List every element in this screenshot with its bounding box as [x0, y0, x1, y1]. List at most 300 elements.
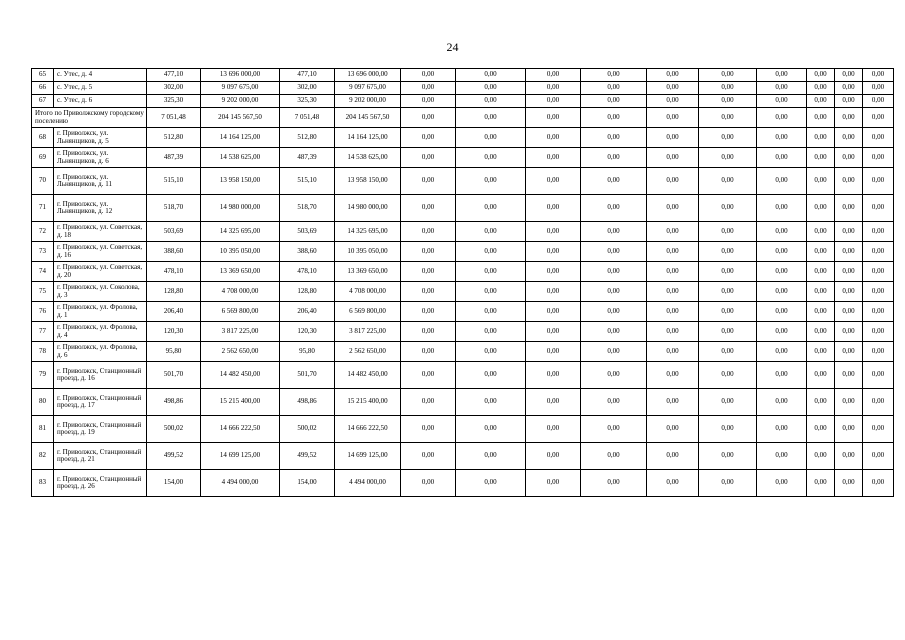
value-cell: 0,00: [863, 242, 894, 262]
value-cell: 0,00: [647, 322, 699, 342]
area-cell: 515,10: [147, 168, 201, 195]
area-cell: 154,00: [280, 470, 335, 497]
value-cell: 0,00: [699, 148, 757, 168]
value-cell: 0,00: [699, 95, 757, 108]
value-cell: 0,00: [699, 128, 757, 148]
value-cell: 0,00: [647, 108, 699, 128]
value-cell: 0,00: [647, 302, 699, 322]
value-cell: 0,00: [807, 389, 835, 416]
value-cell: 0,00: [581, 108, 647, 128]
value-cell: 0,00: [456, 128, 526, 148]
value-cell: 0,00: [757, 128, 807, 148]
row-number-cell: 78: [32, 342, 54, 362]
value-cell: 0,00: [456, 82, 526, 95]
cost-cell: 14 980 000,00: [201, 195, 280, 222]
value-cell: 0,00: [581, 262, 647, 282]
cost-cell: 14 482 450,00: [335, 362, 401, 389]
value-cell: 0,00: [526, 195, 581, 222]
table-row: [32, 222, 894, 242]
cost-cell: 14 980 000,00: [335, 195, 401, 222]
area-cell: 515,10: [280, 168, 335, 195]
area-cell: 388,60: [147, 242, 201, 262]
value-cell: 0,00: [807, 242, 835, 262]
value-cell: 0,00: [699, 69, 757, 82]
value-cell: 0,00: [757, 342, 807, 362]
value-cell: 0,00: [757, 148, 807, 168]
cost-cell: 13 696 000,00: [201, 69, 280, 82]
value-cell: 0,00: [757, 108, 807, 128]
value-cell: 0,00: [863, 108, 894, 128]
value-cell: 0,00: [699, 470, 757, 497]
cost-cell: 14 699 125,00: [201, 443, 280, 470]
value-cell: 0,00: [647, 470, 699, 497]
row-number-cell: 75: [32, 282, 54, 302]
table-row: [32, 95, 894, 108]
value-cell: 0,00: [835, 282, 863, 302]
value-cell: 0,00: [699, 302, 757, 322]
value-cell: 0,00: [401, 302, 456, 322]
cost-cell: 4 494 000,00: [335, 470, 401, 497]
table-row: [32, 322, 894, 342]
table-total-row: [32, 108, 894, 128]
value-cell: 0,00: [401, 416, 456, 443]
value-cell: 0,00: [835, 148, 863, 168]
cost-cell: 13 369 650,00: [201, 262, 280, 282]
value-cell: 0,00: [863, 82, 894, 95]
value-cell: 0,00: [807, 443, 835, 470]
cost-cell: 10 395 050,00: [335, 242, 401, 262]
value-cell: 0,00: [835, 362, 863, 389]
value-cell: 0,00: [526, 128, 581, 148]
value-cell: 0,00: [401, 470, 456, 497]
area-cell: 498,86: [147, 389, 201, 416]
value-cell: 0,00: [807, 108, 835, 128]
area-cell: 487,39: [147, 148, 201, 168]
value-cell: 0,00: [863, 362, 894, 389]
table-row: [32, 69, 894, 82]
value-cell: 0,00: [863, 69, 894, 82]
value-cell: 0,00: [401, 262, 456, 282]
table-row: [32, 242, 894, 262]
value-cell: 0,00: [647, 168, 699, 195]
row-number-cell: 76: [32, 302, 54, 322]
value-cell: 0,00: [526, 389, 581, 416]
value-cell: 0,00: [835, 128, 863, 148]
value-cell: 0,00: [807, 416, 835, 443]
area-cell: 206,40: [147, 302, 201, 322]
value-cell: 0,00: [581, 69, 647, 82]
value-cell: 0,00: [757, 82, 807, 95]
cost-cell: 6 569 800,00: [201, 302, 280, 322]
value-cell: 0,00: [647, 342, 699, 362]
value-cell: 0,00: [757, 195, 807, 222]
cost-cell: 10 395 050,00: [201, 242, 280, 262]
cost-cell: 9 202 000,00: [201, 95, 280, 108]
total-label-cell: Итого по Приволжскому городскому поселению: [32, 108, 147, 128]
value-cell: 0,00: [757, 443, 807, 470]
value-cell: 0,00: [863, 302, 894, 322]
value-cell: 0,00: [456, 470, 526, 497]
value-cell: 0,00: [401, 322, 456, 342]
row-number-cell: 71: [32, 195, 54, 222]
cost-cell: 14 164 125,00: [335, 128, 401, 148]
value-cell: 0,00: [757, 282, 807, 302]
value-cell: 0,00: [863, 416, 894, 443]
area-cell: 477,10: [280, 69, 335, 82]
value-cell: 0,00: [699, 282, 757, 302]
value-cell: 0,00: [581, 222, 647, 242]
area-cell: 499,52: [280, 443, 335, 470]
area-cell: 302,00: [147, 82, 201, 95]
value-cell: 0,00: [401, 443, 456, 470]
value-cell: 0,00: [807, 195, 835, 222]
value-cell: 0,00: [699, 342, 757, 362]
area-cell: 302,00: [280, 82, 335, 95]
cost-cell: 14 666 222,50: [201, 416, 280, 443]
value-cell: 0,00: [526, 222, 581, 242]
value-cell: 0,00: [456, 195, 526, 222]
area-cell: 128,80: [147, 282, 201, 302]
row-number-cell: 65: [32, 69, 54, 82]
value-cell: 0,00: [835, 242, 863, 262]
address-cell: г. Приволжск, Станционный проезд, д. 26: [54, 470, 147, 497]
area-cell: 512,80: [280, 128, 335, 148]
value-cell: 0,00: [456, 389, 526, 416]
value-cell: 0,00: [526, 322, 581, 342]
value-cell: 0,00: [835, 389, 863, 416]
value-cell: 0,00: [401, 222, 456, 242]
value-cell: 0,00: [807, 302, 835, 322]
row-number-cell: 77: [32, 322, 54, 342]
value-cell: 0,00: [863, 128, 894, 148]
row-number-cell: 70: [32, 168, 54, 195]
value-cell: 0,00: [863, 443, 894, 470]
value-cell: 0,00: [581, 95, 647, 108]
value-cell: 0,00: [863, 95, 894, 108]
table-row: [32, 262, 894, 282]
value-cell: 0,00: [401, 82, 456, 95]
value-cell: 0,00: [757, 262, 807, 282]
value-cell: 0,00: [456, 168, 526, 195]
address-cell: г. Приволжск, ул. Советская, д. 18: [54, 222, 147, 242]
value-cell: 0,00: [757, 242, 807, 262]
value-cell: 0,00: [456, 95, 526, 108]
address-cell: г. Приволжск, ул. Советская, д. 20: [54, 262, 147, 282]
address-cell: г. Приволжск, ул. Фролова, д. 6: [54, 342, 147, 362]
value-cell: 0,00: [835, 222, 863, 242]
value-cell: 0,00: [401, 195, 456, 222]
value-cell: 0,00: [581, 302, 647, 322]
cost-cell: 2 562 650,00: [201, 342, 280, 362]
cost-cell: 14 666 222,50: [335, 416, 401, 443]
value-cell: 0,00: [757, 95, 807, 108]
value-cell: 0,00: [835, 322, 863, 342]
value-cell: 0,00: [581, 148, 647, 168]
value-cell: 0,00: [647, 443, 699, 470]
cost-cell: 9 097 675,00: [201, 82, 280, 95]
value-cell: 0,00: [807, 148, 835, 168]
value-cell: 0,00: [526, 108, 581, 128]
value-cell: 0,00: [647, 69, 699, 82]
table-row: [32, 302, 894, 322]
address-cell: с. Утес, д. 5: [54, 82, 147, 95]
area-cell: 478,10: [147, 262, 201, 282]
table-row: [32, 416, 894, 443]
address-cell: г. Приволжск, Станционный проезд, д. 16: [54, 362, 147, 389]
value-cell: 0,00: [835, 443, 863, 470]
value-cell: 0,00: [456, 416, 526, 443]
value-cell: 0,00: [401, 108, 456, 128]
value-cell: 0,00: [699, 222, 757, 242]
cost-cell: 13 369 650,00: [335, 262, 401, 282]
value-cell: 0,00: [863, 282, 894, 302]
value-cell: 0,00: [581, 443, 647, 470]
value-cell: 0,00: [757, 168, 807, 195]
cost-cell: 15 215 400,00: [201, 389, 280, 416]
cost-cell: 13 958 150,00: [335, 168, 401, 195]
value-cell: 0,00: [581, 416, 647, 443]
value-cell: 0,00: [456, 362, 526, 389]
cost-cell: 4 494 000,00: [201, 470, 280, 497]
cost-cell: 14 164 125,00: [201, 128, 280, 148]
area-cell: 120,30: [147, 322, 201, 342]
value-cell: 0,00: [863, 168, 894, 195]
value-cell: 0,00: [456, 322, 526, 342]
table-row: [32, 195, 894, 222]
value-cell: 0,00: [807, 69, 835, 82]
value-cell: 0,00: [807, 168, 835, 195]
value-cell: 0,00: [807, 128, 835, 148]
cost-cell: 9 097 675,00: [335, 82, 401, 95]
row-number-cell: 83: [32, 470, 54, 497]
value-cell: 0,00: [526, 416, 581, 443]
value-cell: 0,00: [807, 470, 835, 497]
value-cell: 0,00: [757, 389, 807, 416]
value-cell: 0,00: [863, 262, 894, 282]
value-cell: 0,00: [581, 242, 647, 262]
value-cell: 0,00: [526, 302, 581, 322]
cost-cell: 14 699 125,00: [335, 443, 401, 470]
value-cell: 0,00: [526, 95, 581, 108]
value-cell: 0,00: [401, 95, 456, 108]
value-cell: 0,00: [699, 195, 757, 222]
value-cell: 0,00: [526, 362, 581, 389]
table-row: [32, 342, 894, 362]
value-cell: 0,00: [699, 262, 757, 282]
table-row: [32, 168, 894, 195]
value-cell: 0,00: [647, 362, 699, 389]
value-cell: 0,00: [835, 108, 863, 128]
row-number-cell: 80: [32, 389, 54, 416]
row-number-cell: 82: [32, 443, 54, 470]
table-row: [32, 128, 894, 148]
value-cell: 0,00: [401, 128, 456, 148]
value-cell: 0,00: [401, 242, 456, 262]
value-cell: 0,00: [401, 389, 456, 416]
value-cell: 0,00: [835, 342, 863, 362]
value-cell: 0,00: [699, 443, 757, 470]
value-cell: 0,00: [757, 362, 807, 389]
value-cell: 0,00: [835, 302, 863, 322]
table-row: [32, 470, 894, 497]
area-cell: 501,70: [147, 362, 201, 389]
row-number-cell: 81: [32, 416, 54, 443]
value-cell: 0,00: [863, 195, 894, 222]
row-number-cell: 68: [32, 128, 54, 148]
address-cell: г. Приволжск, Станционный проезд, д. 21: [54, 443, 147, 470]
value-cell: 0,00: [647, 282, 699, 302]
table-row: [32, 82, 894, 95]
table-row: [32, 148, 894, 168]
area-cell: 95,80: [147, 342, 201, 362]
value-cell: 0,00: [647, 242, 699, 262]
value-cell: 0,00: [581, 82, 647, 95]
value-cell: 0,00: [647, 148, 699, 168]
address-cell: г. Приволжск, ул. Соколова, д. 3: [54, 282, 147, 302]
value-cell: 0,00: [863, 222, 894, 242]
area-cell: 503,69: [147, 222, 201, 242]
row-number-cell: 69: [32, 148, 54, 168]
value-cell: 0,00: [526, 342, 581, 362]
value-cell: 0,00: [581, 195, 647, 222]
value-cell: 0,00: [863, 322, 894, 342]
value-cell: 0,00: [456, 242, 526, 262]
cost-cell: 3 817 225,00: [335, 322, 401, 342]
value-cell: 0,00: [699, 82, 757, 95]
cost-cell: 14 325 695,00: [201, 222, 280, 242]
area-cell: 487,39: [280, 148, 335, 168]
value-cell: 0,00: [456, 222, 526, 242]
row-number-cell: 73: [32, 242, 54, 262]
value-cell: 0,00: [863, 470, 894, 497]
area-cell: 477,10: [147, 69, 201, 82]
area-cell: 500,02: [280, 416, 335, 443]
cost-cell: 13 958 150,00: [201, 168, 280, 195]
cost-cell: 4 708 000,00: [335, 282, 401, 302]
area-cell: 120,30: [280, 322, 335, 342]
value-cell: 0,00: [863, 342, 894, 362]
area-cell: 478,10: [280, 262, 335, 282]
row-number-cell: 67: [32, 95, 54, 108]
value-cell: 0,00: [401, 168, 456, 195]
value-cell: 0,00: [526, 282, 581, 302]
cost-cell: 2 562 650,00: [335, 342, 401, 362]
value-cell: 0,00: [526, 242, 581, 262]
value-cell: 0,00: [647, 222, 699, 242]
table-row: [32, 282, 894, 302]
area-cell: 503,69: [280, 222, 335, 242]
value-cell: 0,00: [647, 82, 699, 95]
value-cell: 0,00: [581, 168, 647, 195]
value-cell: 0,00: [807, 362, 835, 389]
value-cell: 0,00: [835, 416, 863, 443]
cost-cell: 14 482 450,00: [201, 362, 280, 389]
area-cell: 7 051,48: [147, 108, 201, 128]
area-cell: 498,86: [280, 389, 335, 416]
value-cell: 0,00: [526, 69, 581, 82]
value-cell: 0,00: [401, 282, 456, 302]
value-cell: 0,00: [581, 342, 647, 362]
row-number-cell: 79: [32, 362, 54, 389]
area-cell: 206,40: [280, 302, 335, 322]
row-number-cell: 66: [32, 82, 54, 95]
value-cell: 0,00: [456, 282, 526, 302]
table-row: [32, 389, 894, 416]
value-cell: 0,00: [456, 108, 526, 128]
cost-cell: 3 817 225,00: [201, 322, 280, 342]
area-cell: 154,00: [147, 470, 201, 497]
value-cell: 0,00: [807, 222, 835, 242]
row-number-cell: 72: [32, 222, 54, 242]
value-cell: 0,00: [835, 95, 863, 108]
value-cell: 0,00: [456, 342, 526, 362]
value-cell: 0,00: [647, 416, 699, 443]
cost-cell: 15 215 400,00: [335, 389, 401, 416]
value-cell: 0,00: [757, 69, 807, 82]
area-cell: 388,60: [280, 242, 335, 262]
value-cell: 0,00: [757, 470, 807, 497]
value-cell: 0,00: [863, 389, 894, 416]
value-cell: 0,00: [807, 282, 835, 302]
value-cell: 0,00: [807, 262, 835, 282]
value-cell: 0,00: [456, 443, 526, 470]
value-cell: 0,00: [835, 82, 863, 95]
area-cell: 500,02: [147, 416, 201, 443]
value-cell: 0,00: [807, 322, 835, 342]
cost-cell: 14 538 625,00: [335, 148, 401, 168]
value-cell: 0,00: [401, 342, 456, 362]
value-cell: 0,00: [699, 108, 757, 128]
cost-cell: 13 696 000,00: [335, 69, 401, 82]
address-cell: с. Утес, д. 4: [54, 69, 147, 82]
address-cell: г. Приволжск, Станционный проезд, д. 19: [54, 416, 147, 443]
value-cell: 0,00: [699, 322, 757, 342]
value-cell: 0,00: [647, 95, 699, 108]
table-row: [32, 443, 894, 470]
cost-cell: 9 202 000,00: [335, 95, 401, 108]
address-cell: г. Приволжск, ул. Льнянщиков, д. 6: [54, 148, 147, 168]
area-cell: 325,30: [147, 95, 201, 108]
cost-cell: 6 569 800,00: [335, 302, 401, 322]
address-cell: г. Приволжск, ул. Льнянщиков, д. 5: [54, 128, 147, 148]
cost-cell: 14 325 695,00: [335, 222, 401, 242]
value-cell: 0,00: [456, 148, 526, 168]
value-cell: 0,00: [401, 362, 456, 389]
value-cell: 0,00: [581, 470, 647, 497]
area-cell: 7 051,48: [280, 108, 335, 128]
address-cell: г. Приволжск, ул. Фролова, д. 4: [54, 322, 147, 342]
data-table: [31, 68, 894, 497]
value-cell: 0,00: [526, 470, 581, 497]
area-cell: 499,52: [147, 443, 201, 470]
address-cell: г. Приволжск, ул. Льнянщиков, д. 12: [54, 195, 147, 222]
value-cell: 0,00: [456, 69, 526, 82]
value-cell: 0,00: [526, 82, 581, 95]
value-cell: 0,00: [835, 470, 863, 497]
area-cell: 501,70: [280, 362, 335, 389]
value-cell: 0,00: [456, 262, 526, 282]
value-cell: 0,00: [807, 342, 835, 362]
table-row: [32, 362, 894, 389]
area-cell: 95,80: [280, 342, 335, 362]
value-cell: 0,00: [581, 322, 647, 342]
value-cell: 0,00: [757, 322, 807, 342]
cost-cell: 4 708 000,00: [201, 282, 280, 302]
value-cell: 0,00: [526, 262, 581, 282]
value-cell: 0,00: [526, 168, 581, 195]
value-cell: 0,00: [699, 362, 757, 389]
address-cell: с. Утес, д. 6: [54, 95, 147, 108]
